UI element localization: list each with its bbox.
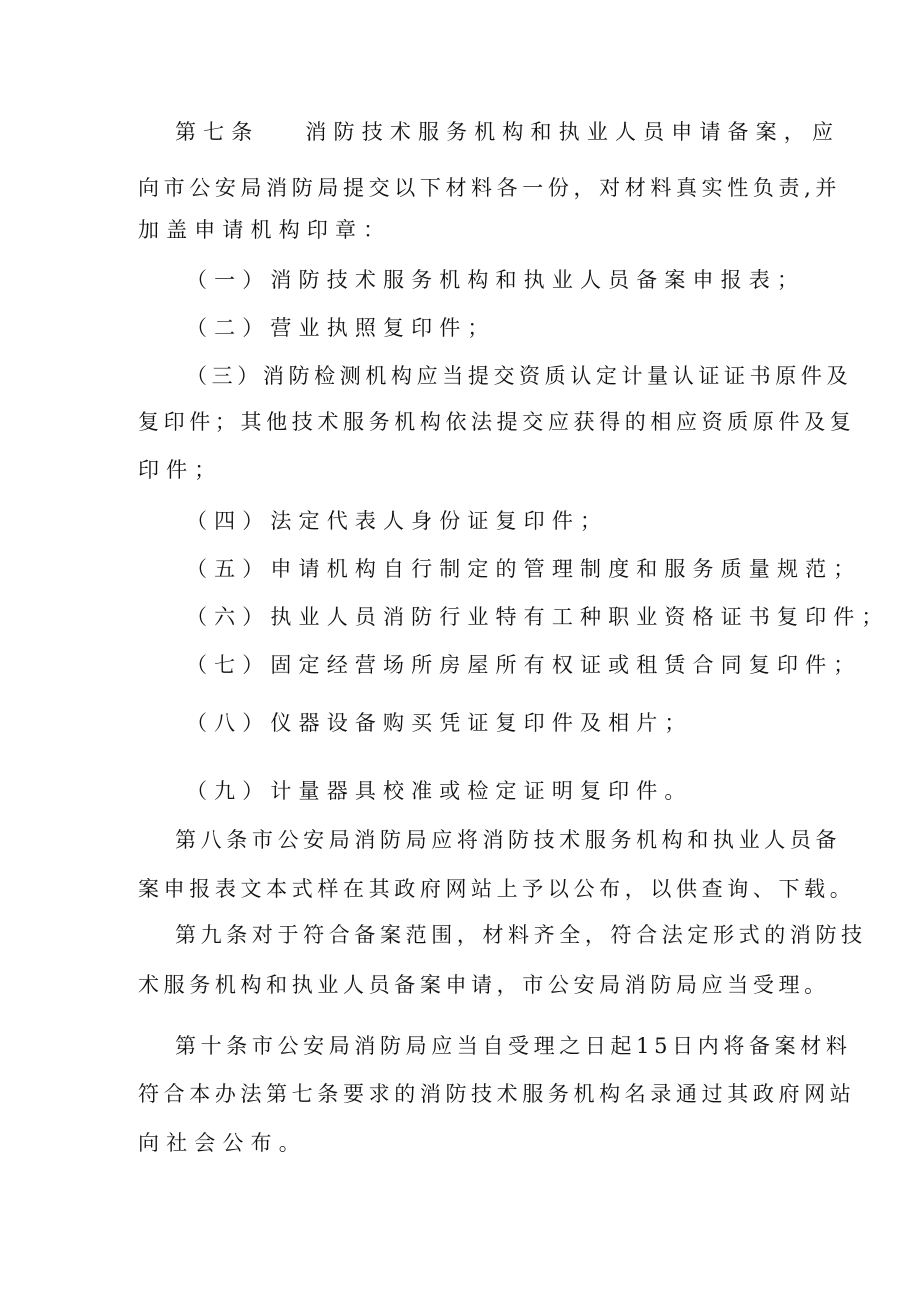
list-item-7: （七）固定经营场所房屋所有权证或租赁合同复印件； — [186, 653, 862, 677]
list-item-1: （一）消防技术服务机构和执业人员备案申报表； — [186, 268, 806, 292]
list-item-6: （六）执业人员消防行业特有工种职业资格证书复印件； — [186, 605, 890, 629]
article7-first-line — [175, 118, 840, 146]
article9-line: 第九条对于符合备案范围，材料齐全，符合法定形式的消防技 — [175, 923, 867, 947]
list-item-8: （八）仪器设备购买凭证复印件及相片； — [186, 711, 693, 735]
article10-line: 符合本办法第七条要求的消防技术服务机构名录通过其政府网站 — [138, 1082, 856, 1106]
article10-line: 向社会公布。 — [138, 1131, 307, 1155]
article8-line: 第八条市公安局消防局应将消防技术服务机构和执业人员备 — [175, 828, 842, 852]
article7-intro-line: 向市公安局消防局提交以下材料各一份，对材料真实性负责,并 — [138, 176, 842, 200]
list-item-2: （二）营业执照复印件； — [186, 316, 496, 340]
list-item-5: （五）申请机构自行制定的管理制度和服务质量规范； — [186, 557, 862, 581]
article7-intro: 消防技术服务机构和执业人员申请备案，应 — [305, 120, 841, 144]
list-item-4: （四）法定代表人身份证复印件； — [186, 509, 609, 533]
list-item-9: （九）计量器具校准或检定证明复印件。 — [186, 779, 693, 803]
article9-line: 术服务机构和执业人员备案申请，市公安局消防局应当受理。 — [138, 973, 830, 997]
list-item-3-continued: 印件； — [138, 458, 223, 482]
article10-line: 第十条市公安局消防局应当自受理之日起15日内将备案材料 — [175, 1034, 852, 1058]
list-item-3: （三）消防检测机构应当提交资质认定计量认证证书原件及 — [186, 364, 853, 388]
article7-intro-line: 加盖申请机构印章： — [138, 218, 392, 242]
article8-line: 案申报表文本式样在其政府网站上予以公布，以供查询、下载。 — [138, 877, 856, 901]
article7-heading: 第七条 — [175, 120, 260, 144]
list-item-3-continued: 复印件；其他技术服务机构依法提交应获得的相应资质原件及复 — [138, 410, 856, 434]
